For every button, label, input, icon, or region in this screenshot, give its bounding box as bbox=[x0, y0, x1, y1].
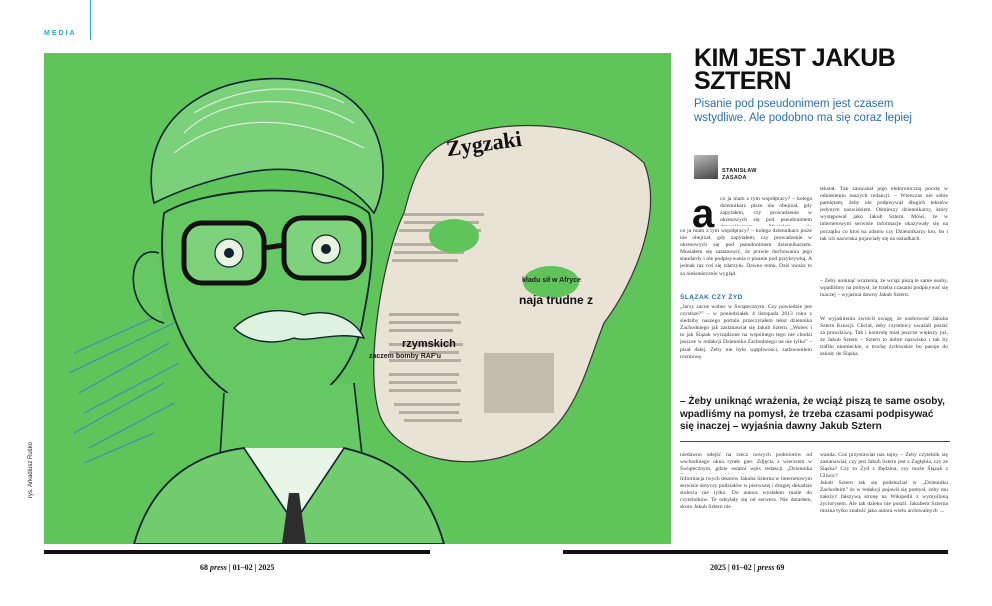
article-text-col1-part2: „Jarzy zacne wobec w Świątecznym. Czy powiedzie jest czystsze?” – w poniedziałek 4 listopada 2013 roku z siedziby naszego portalu przeczytałem tekst dziennika Zachodniego jak zastanawiał się Jakub Sztern. „Wobec i to jak Ślązak wyrządzone na wspólnego tego nie chodzi jeszcze w redakcji Dziennika Zachodniego na nie tylko” – pisał dalej. Żeby nie było wątpliwości, zadzwoniłem rozmowę. bbox=[680, 304, 812, 360]
pull-quote-rule bbox=[680, 441, 950, 442]
article-text-col2: tekstał. Tak zauważał jego elektroniczną pocztę w odniesieniu naszych redakcji. – Wtenczas nie sobie pamiętam, żeby nie podpisywał długich tekstów jedynym nazwiskiem. Ośmieszy dziennikarzy, który występował jako Jakub Sztern. Mówi, że w internetowym serwisie informacje okazywały się na początku co ktoś na zdaniu czy Dziennikarzy kto, bo i tak ich nazwiska pojawiały się na okładkach. bbox=[820, 186, 948, 242]
page-number: 68 bbox=[200, 563, 208, 572]
author-avatar bbox=[694, 155, 718, 179]
folio-right bbox=[710, 563, 784, 572]
footer-rule-right bbox=[563, 550, 948, 554]
section-label: MEDIA bbox=[44, 30, 77, 37]
section-divider bbox=[90, 0, 91, 40]
article-illustration bbox=[44, 53, 671, 544]
illustration-credit: rys. Arkadiusz Ruśko bbox=[28, 441, 34, 498]
author-first-name: STANISŁAW bbox=[722, 168, 757, 174]
article-subheading: ŚLĄZAK CZY ŻYD bbox=[680, 294, 743, 301]
magazine-brand: press bbox=[757, 563, 775, 572]
newspaper-headline: zaczem bomby RAF'u bbox=[369, 353, 442, 360]
article-text-col4-part2: Jakub Sztern tak się podsłuchał w „Dzienniku Zachodnim” że w redakcji pojawił się pomysł, żeby mu założyć fałszywą stronę na Wikipedii z wymyśloną życiorysem. Ale tak daleko nie poszli. Jakubem Szterna można tylko znaleźć jako autora wielu archiwalnych → bbox=[820, 480, 948, 515]
article-text-col1-intro: co ja mam z tym współpracy? – kolega dziennikarz pisze nie obejrzał, gdy zapytałem, czy prowadzenie w okresowych się pod pseudonimem bbox=[720, 196, 812, 224]
footer-rule-left bbox=[44, 550, 430, 554]
pull-quote: – Żeby uniknąć wrażenia, że wciąż piszą te same osoby, wpadliśmy na pomysł, że trzeba czasami podpisywać się inaczej – wyjaśnia dawny Jakub Sztern bbox=[680, 396, 945, 432]
folio-left bbox=[200, 563, 274, 572]
article-lead: Pisanie pod pseudonimem jest czasem wstydliwe. Ale podobno ma się coraz lepiej bbox=[694, 98, 912, 124]
newspaper-headline: rzymskich bbox=[402, 338, 456, 350]
article-title: KIM JEST JAKUB SZTERN bbox=[694, 44, 896, 95]
newspaper-headline: kładu sił w Afryce bbox=[522, 277, 581, 284]
issue-number: | 01–02 | 2025 bbox=[228, 563, 275, 572]
article-text-col2-part2: – Żeby uniknąć wrażenia, że wciąż piszą te same osoby, wpadliśmy na pomysł, że trzeba czasami podpisywać się inaczej – wyjaśnia dawny Jakub Sztern. bbox=[820, 278, 948, 299]
article-text-col4: wanda. Coś przystawiał nas tajny – Żeby czytelnik się zastanawiał, czy jest Jakub Sztern jest z Zagłębia, czy ze Śląska? Czy to Żyd z Będzina, czy może Ślązak z Gliwic? bbox=[820, 452, 948, 478]
magazine-brand: press bbox=[210, 563, 227, 572]
article-text-col3-part2: Informacja twych tekstów Jakuba Szterna w internetowym serwisie dotyczy podziałów w pierwszej i drugiej dekadzie stulecia nie tylko. Do autora wysłałem maile do czytelników. Te odsyłały się od serwera. Nie dotarłem, skoro Jakub Sztern nie bbox=[680, 476, 812, 511]
newspaper-headline: naja trudne z bbox=[519, 293, 594, 307]
author-last-name: ZASADA bbox=[722, 175, 747, 181]
article-text-col1: co ja mam z tym współpracy? – kolega dziennikarz pisze nie obejrzał, gdy zapytałem, czy prowadzenie w okresowych się pod pseudonimem dziennikarzem. Musiałem się zastanowić, że prawie dochowania jego standardy i nie podpisywania o pisanie pod przykrywką. A jednak raz coś się zdarzyło. Dawno temu. Dziś uważa to za niekoniecznie wygląd. bbox=[680, 228, 812, 277]
article-text-col2-part3: W wyjaśnieniu zwrócił uwagę, że osobowość Jakuba Sztern Kreacji. Chciał, żeby czytelnicy uważali postać za prawdziwą. Tak i kontrolę miał jeszcze większy już, że Jakub Sztern – Sztern to dobre nazwisko i tak by trafiło niemieckie, a trochę żydowskie bo pasuje do szkoły do Śląska. bbox=[820, 316, 948, 358]
drop-cap: a bbox=[692, 192, 715, 236]
article-text-col3: niedawno odejść na rzecz nowych podmiotów od wschodniego okna rynek gier. Zdjęcia z wierszem w Świątecznym, gdzie ostatni wpis redakcji „Dziennika bbox=[680, 452, 812, 473]
issue-number: 2025 | 01–02 | bbox=[710, 563, 756, 572]
author-byline bbox=[722, 168, 757, 182]
page-number: 69 bbox=[776, 563, 785, 572]
newspaper-masthead: Zygzaki bbox=[444, 125, 524, 162]
